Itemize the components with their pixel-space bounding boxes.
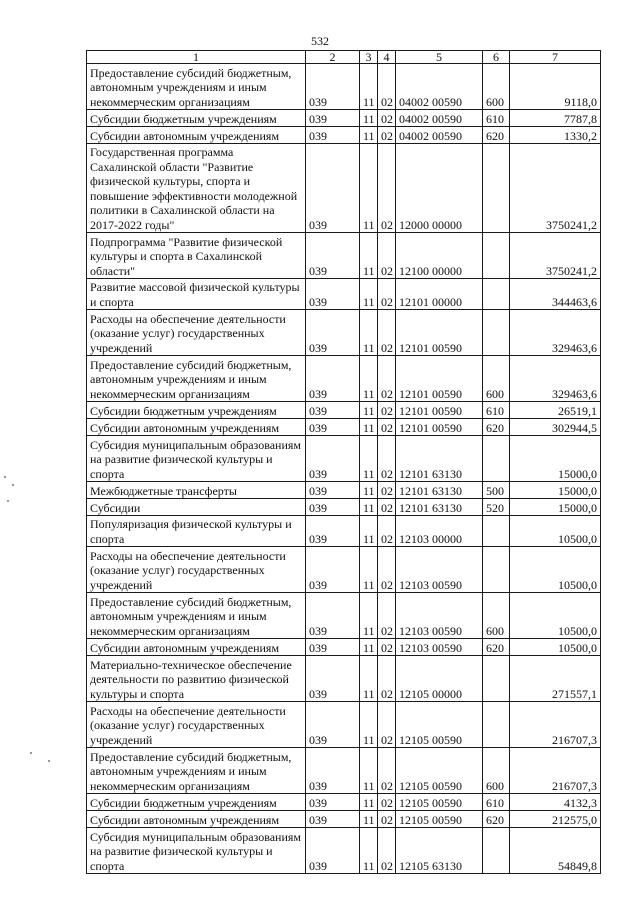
row-expense-type: [483, 702, 510, 748]
row-expense-type: [483, 547, 510, 593]
table-row: [87, 127, 601, 144]
row-section: 11: [360, 702, 378, 748]
row-sum: 212575,0: [510, 811, 601, 828]
row-name: Предоставление субсидий бюджетным, автономным учреждениям и иным некоммерческим организациям: [87, 593, 306, 639]
row-name: Материально-техническое обеспечение деятельности по развитию физической культуры и спорта: [87, 656, 306, 702]
table-row: [87, 436, 601, 482]
row-article: 12101 00590: [396, 356, 483, 402]
row-article: 12101 00000: [396, 279, 483, 310]
row-section: 11: [360, 482, 378, 499]
row-expense-type: [483, 144, 510, 233]
row-article: 12101 63130: [396, 436, 483, 482]
row-name: Субсидии автономным учреждениям: [87, 639, 306, 656]
row-subsection: 02: [378, 110, 396, 127]
table-row: [87, 233, 601, 279]
row-name: Популяризация физической культуры и спорта: [87, 516, 306, 547]
row-subsection: 02: [378, 144, 396, 233]
row-sum: 1330,2: [510, 127, 601, 144]
row-name: Расходы на обеспечение деятельности (оказание услуг) государственных учреждений: [87, 702, 306, 748]
row-article: 12103 00590: [396, 639, 483, 656]
row-expense-type: [483, 233, 510, 279]
row-expense-type: 600: [483, 64, 510, 110]
row-subsection: 02: [378, 419, 396, 436]
row-code: 039: [306, 356, 360, 402]
row-code: 039: [306, 64, 360, 110]
row-sum: 302944,5: [510, 419, 601, 436]
table-row: [87, 64, 601, 110]
header-col-3: 3: [360, 51, 378, 64]
row-code: 039: [306, 516, 360, 547]
row-sum: 329463,6: [510, 310, 601, 356]
row-subsection: 02: [378, 499, 396, 516]
row-code: 039: [306, 748, 360, 794]
row-subsection: 02: [378, 356, 396, 402]
row-section: 11: [360, 794, 378, 811]
row-code: 039: [306, 794, 360, 811]
row-name: Подпрограмма "Развитие физической культуры и спорта в Сахалинской области": [87, 233, 306, 279]
row-name: Субсидии автономным учреждениям: [87, 419, 306, 436]
row-article: 12105 00590: [396, 794, 483, 811]
row-article: 12105 63130: [396, 828, 483, 874]
row-subsection: 02: [378, 233, 396, 279]
row-article: 12105 00590: [396, 811, 483, 828]
row-section: 11: [360, 593, 378, 639]
row-expense-type: 610: [483, 110, 510, 127]
row-article: 04002 00590: [396, 110, 483, 127]
row-expense-type: 600: [483, 748, 510, 794]
row-name: Предоставление субсидий бюджетным, автономным учреждениям и иным некоммерческим организациям: [87, 64, 306, 110]
row-name: Предоставление субсидий бюджетным, автономным учреждениям и иным некоммерческим организациям: [87, 356, 306, 402]
row-code: 039: [306, 828, 360, 874]
table-row: [87, 419, 601, 436]
row-name: Субсидия муниципальным образованиям на развитие физической культуры и спорта: [87, 828, 306, 874]
row-section: 11: [360, 144, 378, 233]
row-expense-type: 610: [483, 402, 510, 419]
row-name: Субсидии бюджетным учреждениям: [87, 110, 306, 127]
row-article: 12103 00590: [396, 547, 483, 593]
row-section: 11: [360, 419, 378, 436]
row-code: 039: [306, 233, 360, 279]
row-section: 11: [360, 279, 378, 310]
row-sum: 329463,6: [510, 356, 601, 402]
row-code: 039: [306, 811, 360, 828]
row-code: 039: [306, 144, 360, 233]
row-name: Предоставление субсидий бюджетным, автономным учреждениям и иным некоммерческим организациям: [87, 748, 306, 794]
scan-speck: [12, 484, 14, 486]
table-row: [87, 356, 601, 402]
row-section: 11: [360, 547, 378, 593]
row-code: 039: [306, 127, 360, 144]
row-code: 039: [306, 656, 360, 702]
row-sum: 216707,3: [510, 702, 601, 748]
row-subsection: 02: [378, 748, 396, 794]
row-expense-type: 620: [483, 419, 510, 436]
row-sum: 15000,0: [510, 499, 601, 516]
header-col-7: 7: [510, 51, 601, 64]
row-section: 11: [360, 436, 378, 482]
row-subsection: 02: [378, 127, 396, 144]
row-code: 039: [306, 110, 360, 127]
table-row: [87, 547, 601, 593]
row-article: 12101 00590: [396, 310, 483, 356]
table-row: [87, 310, 601, 356]
row-section: 11: [360, 127, 378, 144]
row-sum: 15000,0: [510, 436, 601, 482]
scan-speck: [7, 500, 9, 502]
row-code: 039: [306, 593, 360, 639]
row-expense-type: 500: [483, 482, 510, 499]
table-row: [87, 499, 601, 516]
row-article: 12101 63130: [396, 499, 483, 516]
row-section: 11: [360, 811, 378, 828]
table-row: [87, 593, 601, 639]
row-section: 11: [360, 64, 378, 110]
header-col-2: 2: [306, 51, 360, 64]
row-subsection: 02: [378, 593, 396, 639]
header-col-6: 6: [483, 51, 510, 64]
row-subsection: 02: [378, 794, 396, 811]
row-expense-type: [483, 656, 510, 702]
row-expense-type: [483, 516, 510, 547]
row-code: 039: [306, 279, 360, 310]
budget-table: [86, 50, 601, 874]
row-sum: 4132,3: [510, 794, 601, 811]
row-expense-type: [483, 279, 510, 310]
header-col-1: 1: [87, 51, 306, 64]
row-article: 12103 00590: [396, 593, 483, 639]
row-name: Субсидии бюджетным учреждениям: [87, 794, 306, 811]
row-expense-type: [483, 436, 510, 482]
header-col-5: 5: [396, 51, 483, 64]
row-article: 12101 63130: [396, 482, 483, 499]
row-expense-type: 620: [483, 639, 510, 656]
row-expense-type: 600: [483, 356, 510, 402]
row-section: 11: [360, 828, 378, 874]
row-name: Развитие массовой физической культуры и спорта: [87, 279, 306, 310]
table-row: [87, 702, 601, 748]
scan-speck: [48, 760, 50, 762]
table-row: [87, 656, 601, 702]
row-name: Расходы на обеспечение деятельности (оказание услуг) государственных учреждений: [87, 547, 306, 593]
row-subsection: 02: [378, 811, 396, 828]
row-article: 12100 00000: [396, 233, 483, 279]
row-article: 12105 00000: [396, 656, 483, 702]
row-sum: 10500,0: [510, 547, 601, 593]
row-name: Расходы на обеспечение деятельности (оказание услуг) государственных учреждений: [87, 310, 306, 356]
row-subsection: 02: [378, 310, 396, 356]
row-sum: 271557,1: [510, 656, 601, 702]
row-expense-type: 620: [483, 811, 510, 828]
row-sum: 3750241,2: [510, 144, 601, 233]
row-section: 11: [360, 110, 378, 127]
table-row: [87, 828, 601, 874]
row-section: 11: [360, 356, 378, 402]
row-code: 039: [306, 547, 360, 593]
header-col-4: 4: [378, 51, 396, 64]
table-row: [87, 794, 601, 811]
row-name: Субсидии автономным учреждениям: [87, 127, 306, 144]
row-expense-type: [483, 310, 510, 356]
row-code: 039: [306, 402, 360, 419]
row-subsection: 02: [378, 702, 396, 748]
row-subsection: 02: [378, 436, 396, 482]
row-subsection: 02: [378, 547, 396, 593]
row-subsection: 02: [378, 639, 396, 656]
table-row: [87, 516, 601, 547]
row-article: 12105 00590: [396, 702, 483, 748]
row-sum: 54849,8: [510, 828, 601, 874]
table-header-row: [87, 51, 601, 64]
row-section: 11: [360, 748, 378, 794]
row-subsection: 02: [378, 516, 396, 547]
row-article: 12103 00000: [396, 516, 483, 547]
row-code: 039: [306, 499, 360, 516]
row-sum: 216707,3: [510, 748, 601, 794]
row-code: 039: [306, 482, 360, 499]
row-subsection: 02: [378, 64, 396, 110]
row-expense-type: 600: [483, 593, 510, 639]
row-subsection: 02: [378, 402, 396, 419]
row-name: Субсидии автономным учреждениям: [87, 811, 306, 828]
row-sum: 9118,0: [510, 64, 601, 110]
scan-speck: [30, 752, 32, 754]
row-code: 039: [306, 436, 360, 482]
row-article: 12105 00590: [396, 748, 483, 794]
row-expense-type: 520: [483, 499, 510, 516]
row-article: 12000 00000: [396, 144, 483, 233]
row-code: 039: [306, 702, 360, 748]
row-subsection: 02: [378, 482, 396, 499]
table-row: [87, 110, 601, 127]
row-code: 039: [306, 310, 360, 356]
table-row: [87, 402, 601, 419]
row-article: 12101 00590: [396, 419, 483, 436]
row-expense-type: [483, 828, 510, 874]
row-article: 12101 00590: [396, 402, 483, 419]
row-section: 11: [360, 310, 378, 356]
row-sum: 15000,0: [510, 482, 601, 499]
row-section: 11: [360, 402, 378, 419]
row-name: Субсидии: [87, 499, 306, 516]
row-sum: 3750241,2: [510, 233, 601, 279]
row-section: 11: [360, 516, 378, 547]
row-expense-type: 620: [483, 127, 510, 144]
scan-speck: [4, 476, 6, 478]
row-sum: 7787,8: [510, 110, 601, 127]
table-row: [87, 144, 601, 233]
row-expense-type: 610: [483, 794, 510, 811]
row-sum: 10500,0: [510, 593, 601, 639]
row-sum: 10500,0: [510, 516, 601, 547]
row-sum: 26519,1: [510, 402, 601, 419]
row-code: 039: [306, 419, 360, 436]
table-row: [87, 811, 601, 828]
page-number: 532: [311, 34, 329, 48]
table-row: [87, 279, 601, 310]
row-subsection: 02: [378, 828, 396, 874]
row-subsection: 02: [378, 279, 396, 310]
row-name: Субсидии бюджетным учреждениям: [87, 402, 306, 419]
row-section: 11: [360, 639, 378, 656]
row-article: 04002 00590: [396, 127, 483, 144]
table-row: [87, 748, 601, 794]
table-row: [87, 482, 601, 499]
row-sum: 10500,0: [510, 639, 601, 656]
row-section: 11: [360, 656, 378, 702]
row-name: Субсидия муниципальным образованиям на развитие физической культуры и спорта: [87, 436, 306, 482]
row-article: 04002 00590: [396, 64, 483, 110]
row-name: Государственная программа Сахалинской области "Развитие физической культуры, спорта и повышение эффективности молодежной политики в Сахалинской области на 2017-2022 годы": [87, 144, 306, 233]
row-subsection: 02: [378, 656, 396, 702]
row-section: 11: [360, 499, 378, 516]
row-section: 11: [360, 233, 378, 279]
row-sum: 344463,6: [510, 279, 601, 310]
row-name: Межбюджетные трансферты: [87, 482, 306, 499]
row-code: 039: [306, 639, 360, 656]
table-row: [87, 639, 601, 656]
